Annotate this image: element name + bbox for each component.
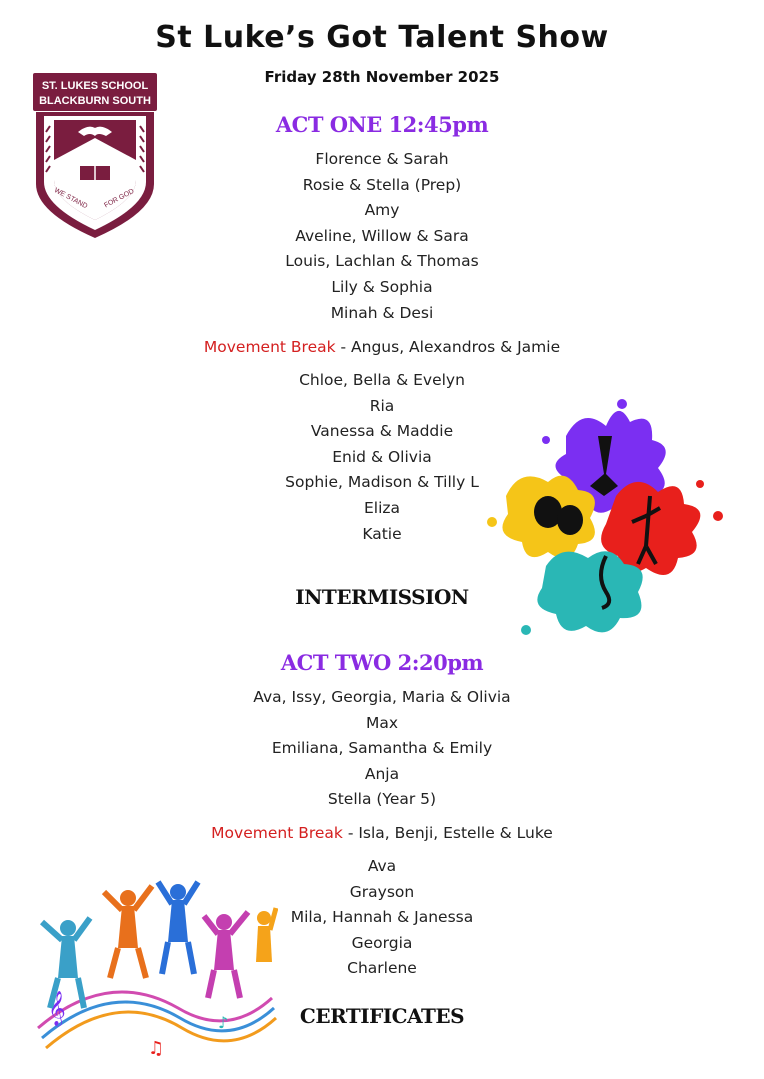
performer-line: Florence & Sarah	[315, 150, 449, 168]
movement-break-2	[0, 824, 764, 842]
performer-line: Amy	[364, 201, 400, 220]
performer-line: Mila, Hannah & Janessa	[290, 908, 474, 927]
svg-text:♪: ♪	[218, 1013, 229, 1032]
movement-break-label: Movement Break	[211, 824, 343, 842]
performer-line: Charlene	[347, 959, 417, 978]
performer-line: Emiliana, Samantha & Emily	[271, 739, 493, 758]
page-title: St Luke’s Got Talent Show	[155, 20, 609, 55]
intermission-heading: INTERMISSION	[295, 585, 469, 609]
crest-motto-right: FOR GOD	[103, 187, 136, 210]
svg-text:♫: ♫	[148, 1038, 165, 1059]
movement-break-1	[0, 338, 764, 356]
dancing-children-illustration	[28, 878, 278, 1064]
performer-line: Ava, Issy, Georgia, Maria & Olivia	[253, 688, 511, 706]
performer-line: Sophie, Madison & Tilly L	[285, 473, 479, 492]
performer-line: Lily & Sophia	[331, 277, 433, 296]
performer-line: Eliza	[363, 498, 401, 517]
performer-line: Katie	[362, 524, 402, 543]
performer-line: Chloe, Bella & Evelyn	[299, 371, 465, 389]
certificates-heading: CERTIFICATES	[299, 1004, 465, 1028]
movement-break-names: - Isla, Benji, Estelle & Luke	[342, 824, 553, 842]
crest-line1: ST. LUKES SCHOOL	[41, 80, 149, 92]
performer-line: Anja	[364, 764, 400, 783]
act-two-list-1	[0, 685, 764, 813]
movement-break-label: Movement Break	[203, 338, 336, 356]
performer-line: Grayson	[349, 882, 415, 901]
crest-line2: BLACKBURN SOUTH	[39, 95, 151, 107]
event-date: Friday 28th November 2025	[264, 68, 500, 86]
performer-line: Rosie & Stella (Prep)	[302, 175, 462, 194]
performer-line: Vanessa & Maddie	[310, 422, 454, 441]
performer-line: Enid & Olivia	[332, 447, 432, 466]
performer-line: Max	[365, 713, 399, 732]
performer-line: Ria	[369, 396, 395, 415]
performer-line: Minah & Desi	[330, 303, 434, 322]
performer-line: Stella (Year 5)	[327, 790, 437, 809]
movement-break-names: - Angus, Alexandros & Jamie	[335, 338, 561, 356]
performer-line: Georgia	[351, 933, 413, 952]
act-one-heading: ACT ONE 12:45pm	[275, 112, 489, 137]
act-two-heading: ACT TWO 2:20pm	[280, 650, 484, 675]
performer-line: Ava	[367, 857, 397, 875]
performer-line: Aveline, Willow & Sara	[295, 226, 469, 245]
crest-motto-left: WE STAND	[52, 187, 89, 211]
act-one-list-1	[0, 147, 764, 326]
paint-splash-illustration	[486, 396, 730, 648]
performer-line: Louis, Lachlan & Thomas	[285, 252, 479, 271]
svg-text:𝄞: 𝄞	[48, 991, 66, 1026]
